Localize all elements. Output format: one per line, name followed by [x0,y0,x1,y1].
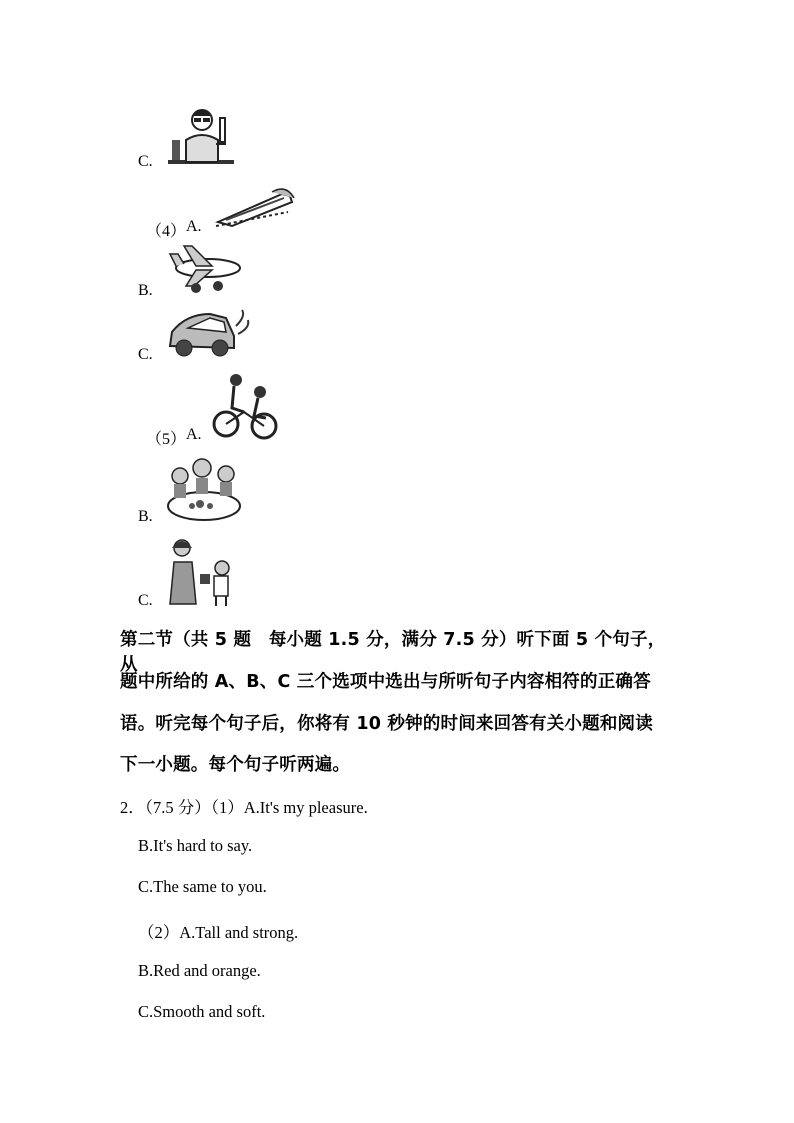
question-2-1-option-b: B.It's hard to say. [138,836,253,855]
cycling-family-icon [212,372,282,440]
family-dinner-icon [166,456,242,522]
car-icon [166,306,252,362]
train-icon [212,182,296,230]
scientist-icon [166,100,238,168]
section-2-instruction-line-3: 语。听完每个句子后，你将有 10 秒钟的时间来回答有关小题和阅读 [120,714,653,734]
airplane-icon [166,240,246,296]
option-a-label: A. [186,426,202,443]
question-5-number: （5） [146,431,187,448]
section-2-instruction-line-2: 题中所给的 A、B、C 三个选项中选出与所听句子内容相符的正确答 [120,672,651,692]
option-c-label: C. [138,346,153,363]
question-2-1-option-c: C.The same to you. [138,877,267,896]
option-b-label: B. [138,508,153,525]
question-4-number: （4） [146,223,187,240]
question-2-2-option-b: B.Red and orange. [138,961,261,980]
section-2-instruction-line-1: 第二节（共 5 题 每小题 1.5 分，满分 7.5 分）听下面 5 个句子，从 [120,630,666,675]
question-2-2-option-c: C.Smooth and soft. [138,1002,266,1021]
section-2-instruction-line-4: 下一小题。每个句子听两遍。 [120,755,351,775]
option-a-label: A. [186,218,202,235]
option-c-label: C. [138,592,153,609]
question-2-2-option-a: （2）A.Tall and strong. [138,923,299,942]
mother-child-gift-icon [166,538,234,608]
question-2-header: 2．（7.5 分）（1）A.It's my pleasure. [120,798,368,817]
option-c-label: C. [138,153,153,170]
option-b-label: B. [138,282,153,299]
